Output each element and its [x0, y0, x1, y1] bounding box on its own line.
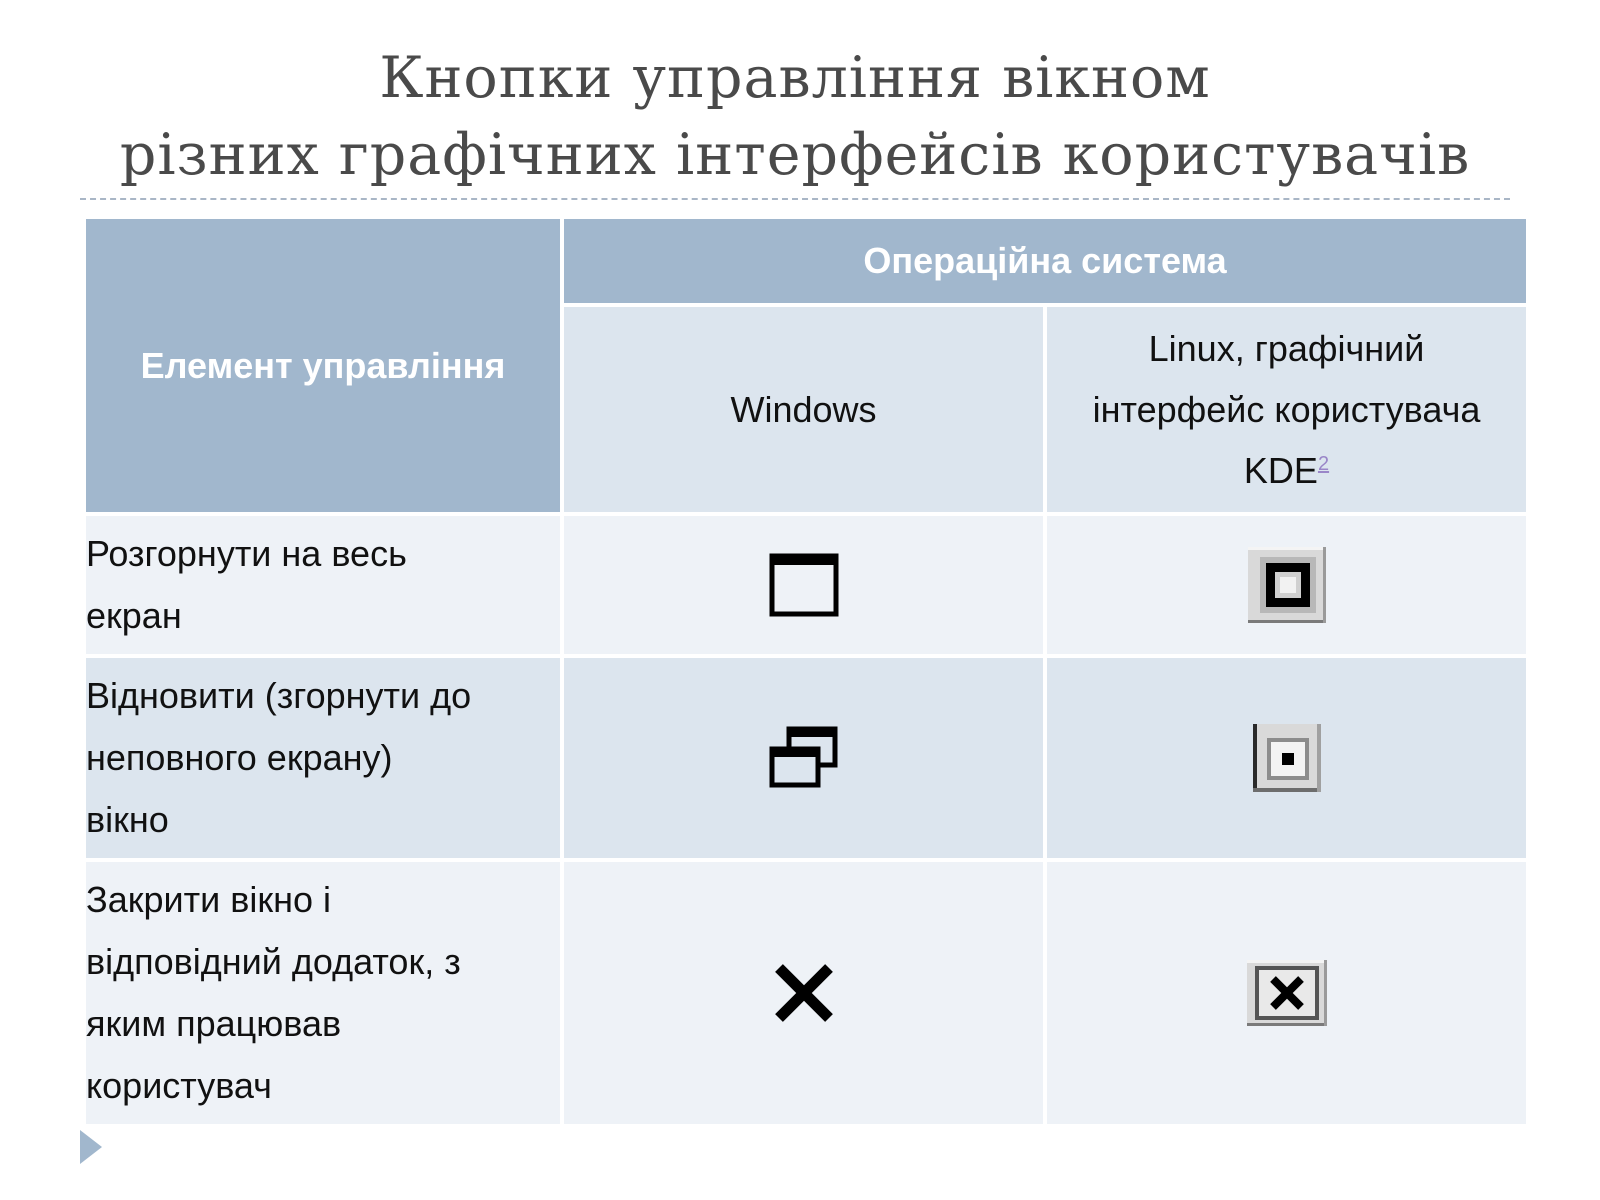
- restore-icon: [769, 726, 839, 790]
- row-label-maximize: [84, 514, 562, 656]
- title-divider: [80, 198, 1510, 200]
- header-os-label: Операційна система: [863, 240, 1227, 281]
- table-row-maximize: [84, 514, 1528, 656]
- row-label-line: вікно: [86, 799, 169, 840]
- row-label-line: Розгорнути на весь: [86, 533, 407, 574]
- row-label-line: Закрити вікно і: [86, 879, 332, 920]
- kde-restore-icon: [1253, 724, 1321, 792]
- header-element-label: Елемент управління: [140, 344, 506, 386]
- kde-restore-cell: [1045, 656, 1528, 860]
- row-label-line: користувач: [86, 1065, 272, 1106]
- header-linux-line-2: інтерфейс користувача: [1092, 389, 1481, 430]
- windows-close-cell: [562, 860, 1045, 1126]
- header-windows-label: Windows: [730, 389, 877, 430]
- footnote-link[interactable]: 2: [1317, 453, 1330, 475]
- row-label-line: екран: [86, 595, 182, 636]
- window-buttons-table: [82, 215, 1526, 1128]
- table-row-restore: [84, 656, 1528, 860]
- maximize-icon: [769, 553, 839, 617]
- slide-title-line-2: різних графічних інтерфейсів користувачів: [119, 122, 1471, 188]
- kde-maximize-icon: [1248, 547, 1326, 623]
- kde-close-icon: [1247, 960, 1327, 1026]
- windows-maximize-cell: [562, 514, 1045, 656]
- slide-title-line-1: Кнопки управління вікном: [379, 45, 1211, 111]
- row-label-line: відповідний додаток, з: [86, 941, 461, 982]
- row-label-line: яким працював: [86, 1003, 342, 1044]
- close-icon: [773, 962, 835, 1024]
- windows-restore-cell: [562, 656, 1045, 860]
- kde-close-cell: [1045, 860, 1528, 1126]
- header-linux-kde: [1045, 305, 1528, 514]
- header-linux-line-3: [1047, 440, 1526, 501]
- row-label-close: [84, 860, 562, 1126]
- table-row-close: [84, 860, 1528, 1126]
- header-os-group: [562, 217, 1528, 305]
- header-windows: [562, 305, 1045, 514]
- row-label-line: неповного екрану): [86, 737, 393, 778]
- slide-title: [80, 40, 1510, 194]
- row-label-line: Відновити (згорнути до: [86, 675, 472, 716]
- header-element-column: [84, 217, 562, 514]
- header-linux-line-1: Linux, графічний: [1148, 328, 1425, 369]
- kde-maximize-cell: [1045, 514, 1528, 656]
- slide-nav-arrow-icon[interactable]: [80, 1130, 102, 1164]
- header-linux-kde-label: KDE: [1243, 450, 1318, 491]
- row-label-restore: [84, 656, 562, 860]
